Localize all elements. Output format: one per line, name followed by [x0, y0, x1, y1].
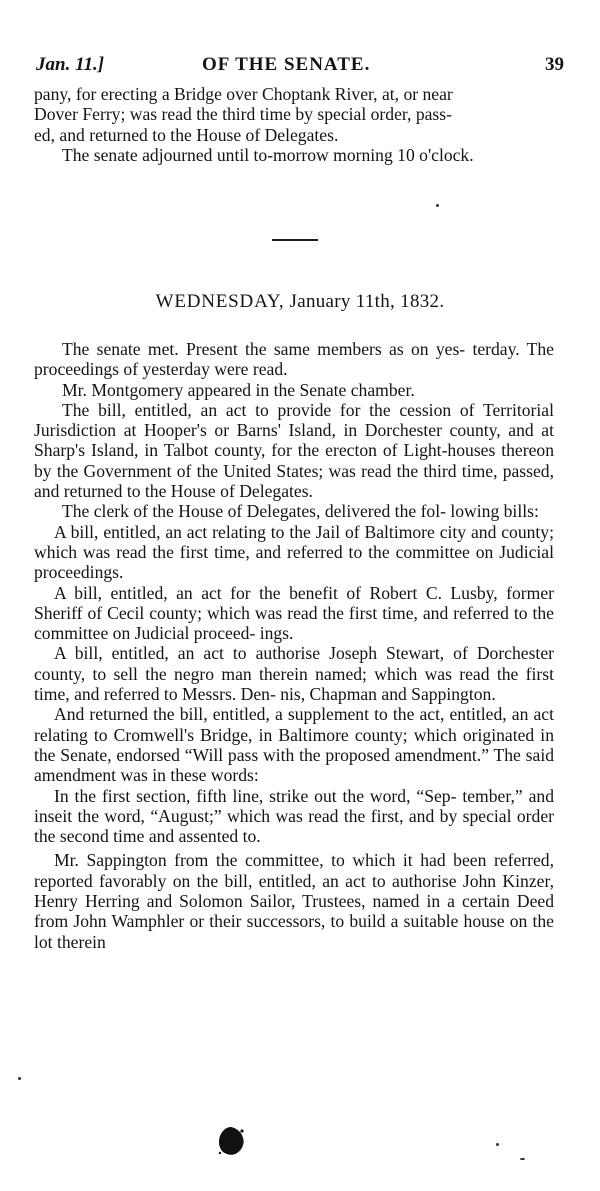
continued-entry	[34, 84, 554, 165]
running-head-date: Jan. 11.]	[36, 54, 105, 75]
ink-speck	[520, 1158, 525, 1160]
continued-line-1: pany, for erecting a Bridge over Choptank River, at, or near	[34, 84, 453, 104]
paragraph-lusby-bill: A bill, entitled, an act for the benefit of Robert C. Lusby, former Sheriff of Cecil county; which was read the first time, and referred to the committee on Judicial proceed- ings.	[34, 582, 554, 644]
continued-line-2: Dover Ferry; was read the third time by special order, pass-	[34, 104, 452, 125]
paragraph-senate-met: The senate met. Present the same members as on yes- terday. The proceedings of yesterday were read.	[34, 339, 554, 380]
paragraph-cession-bill: The bill, entitled, an act to provide for the cession of Territorial Jurisdiction at Hooper's or Barns' Island, in Dorchester county, and at Sharp's Island, in Talbot county, for the erecton of Light-houses thereon by the Government of the United States; was read the third time, passed, and returned to the House of Delegates.	[34, 399, 554, 502]
ink-speck	[436, 204, 439, 207]
day-heading-date: January 11th, 1832.	[289, 291, 445, 312]
adjournment-line: The senate adjourned until to-morrow morning 10 o'clock.	[62, 144, 474, 165]
paragraph-stewart-bill: A bill, entitled, an act to authorise Joseph Stewart, of Dorchester county, to sell the negro man therein named; which was read the first time, and referred to Messrs. Den- nis, Chapman and Sappington.	[34, 643, 554, 705]
day-heading-day: WEDNESDAY,	[155, 291, 285, 312]
paragraph-clerk-delivered: The clerk of the House of Delegates, delivered the fol- lowing bills:	[62, 501, 539, 522]
section-divider	[272, 239, 318, 241]
paragraph-montgomery: Mr. Montgomery appeared in the Senate chamber.	[62, 379, 415, 400]
day-heading	[0, 291, 600, 313]
paragraph-sappington-report: Mr. Sappington from the committee, to which it had been referred, reported favorably on the bill, entitled, an act to authorise John Kinzer, Henry Herring and Solomon Sailor, Trustees, named in a certain Deed from John Wamphler or their successors, to build a suitable house on the lot therein	[34, 850, 554, 952]
proceedings-body	[34, 339, 554, 952]
paragraph-jail-bill: A bill, entitled, an act relating to the Jail of Baltimore city and county; which was read the first time, and referred to the committee on Judicial proceedings.	[34, 521, 554, 583]
running-head	[30, 54, 564, 80]
running-head-title: OF THE SENATE.	[202, 54, 371, 75]
ink-speck	[18, 1077, 21, 1080]
paragraph-amendment: In the first section, fifth line, strike out the word, “Sep- tember,” and inseit the word, “August;” which was read the first, and by special order the second time and assented to.	[34, 785, 554, 847]
continued-line-3: ed, and returned to the House of Delegates.	[34, 124, 339, 145]
ink-blot	[216, 1125, 246, 1157]
ink-speck	[496, 1143, 499, 1146]
paragraph-cromwell-bridge: And returned the bill, entitled, a supplement to the act, entitled, an act relating to Cromwell's Bridge, in Baltimore county; which originated in the Senate, endorsed “Will pass with the proposed amendment.” The said amendment was in these words:	[34, 704, 554, 786]
page-number: 39	[545, 54, 564, 75]
